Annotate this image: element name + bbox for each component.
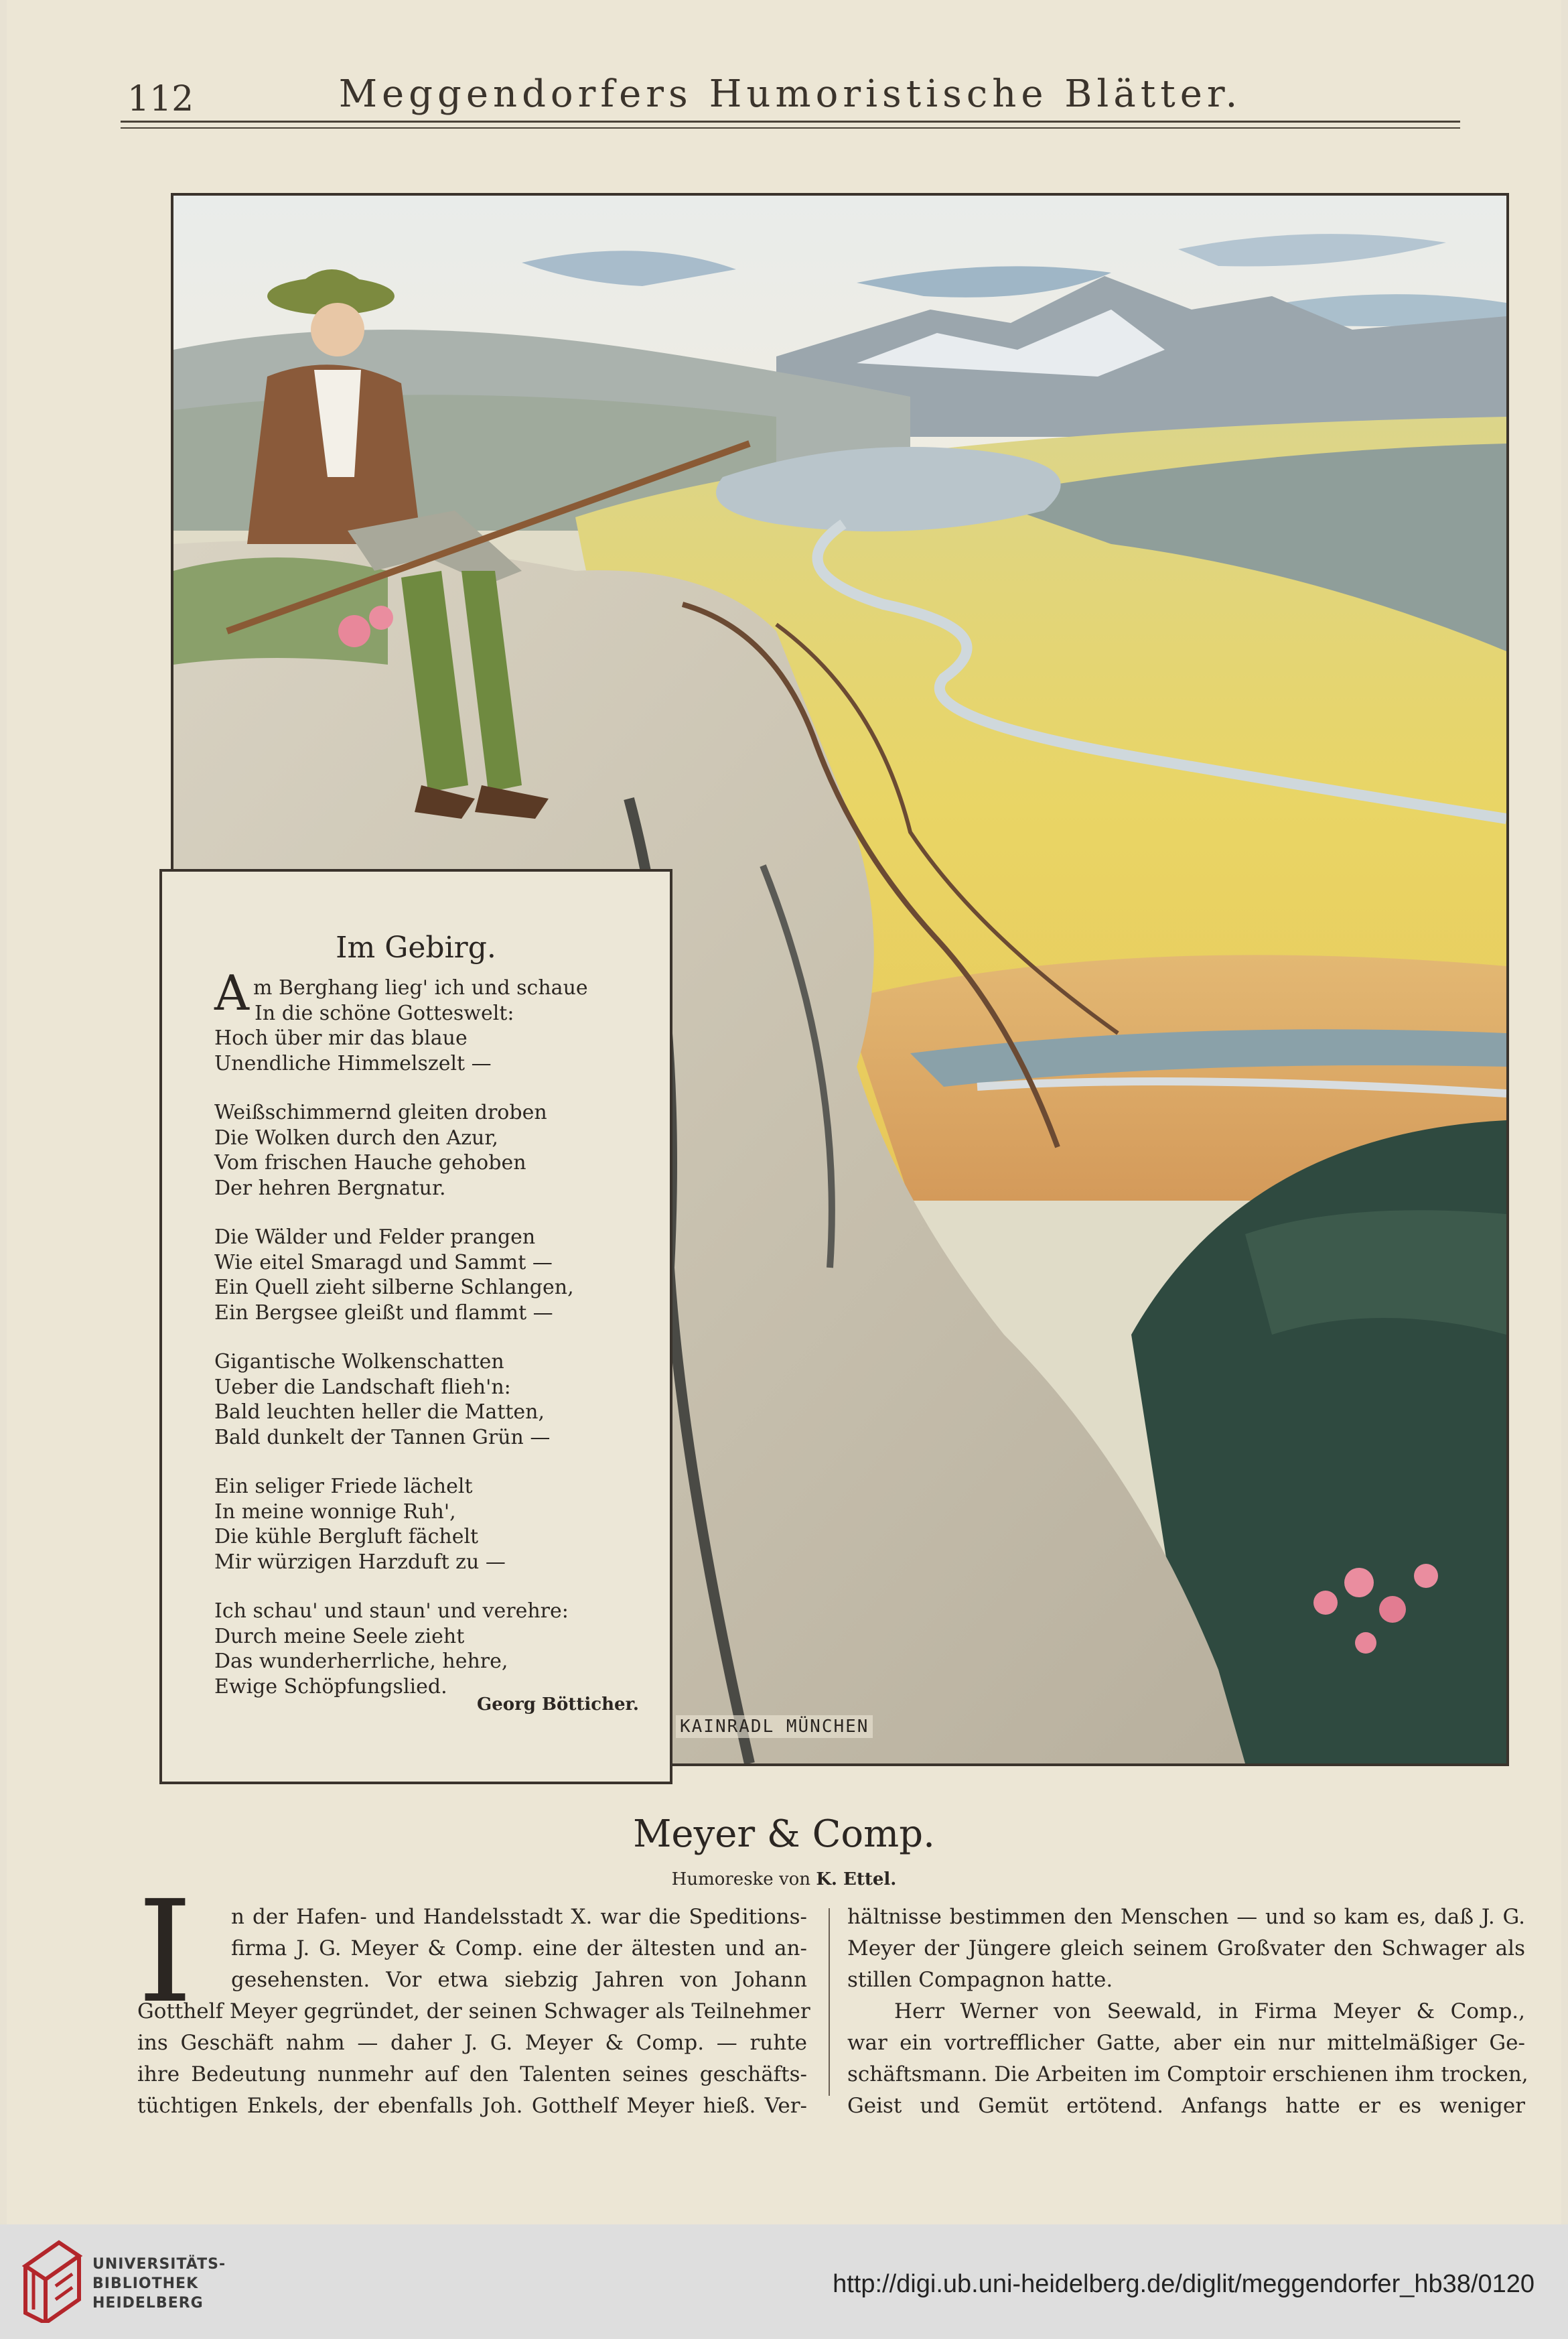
story-line: schäftsmann. Die Arbeiten im Comptoir erschienen ihm trocken, <box>847 2062 1528 2086</box>
artist-signature: KAINRADL MÜNCHEN <box>676 1715 873 1738</box>
poem-line: Gigantische Wolkenschatten <box>214 1350 504 1374</box>
story-line: hältnisse bestimmen den Menschen — und so kam es, daß J. G. <box>847 1905 1525 1929</box>
alpine-rose <box>1344 1568 1374 1597</box>
column-divider <box>829 1908 830 2096</box>
poem-line: Die Wolken durch den Azur, <box>214 1126 498 1150</box>
library-name-line: UNIVERSITÄTS- <box>92 2256 226 2273</box>
story-line: stillen Compagnon hatte. <box>847 1968 1113 1992</box>
alpine-rose <box>1313 1591 1338 1615</box>
poem-drop-cap: A <box>214 965 249 1021</box>
story-line: firma J. G. Meyer & Comp. eine der ältesten und an- <box>231 1936 807 1960</box>
story-line: Meyer der Jüngere gleich seinem Großvater den Schwager als <box>847 1936 1525 1960</box>
stanza-gap <box>214 1450 643 1474</box>
story-line: Gotthelf Meyer gegründet, der seinen Schwager als Teilnehmer <box>137 1999 810 2023</box>
poem-line: Der hehren Bergnatur. <box>214 1176 446 1200</box>
story-subtitle: Humoreske von K. Ettel. <box>671 1869 897 1889</box>
poem-line: Durch meine Seele zieht <box>214 1624 465 1648</box>
poem-line: Unendliche Himmelszelt — <box>214 1051 492 1075</box>
story-line: n der Hafen- und Handelsstadt X. war die Speditions- <box>231 1905 807 1929</box>
poem-line: Vom frischen Hauche gehoben <box>214 1151 526 1175</box>
poem-line: Hoch über mir das blaue <box>214 1026 468 1050</box>
poem-line: Ein Bergsee gleißt und flammt — <box>214 1300 553 1325</box>
page-number: 112 <box>127 79 194 119</box>
story-drop-cap: I <box>137 1870 193 2034</box>
poem-line: Bald leuchten heller die Matten, <box>214 1400 545 1424</box>
library-name-line: BIBLIOTHEK <box>92 2275 199 2292</box>
poem-text <box>214 965 643 1699</box>
story-column-right <box>847 1901 1528 2122</box>
poem-author: Georg Bötticher. <box>477 1694 639 1715</box>
library-footer <box>0 2224 1568 2339</box>
poem-line: Ueber die Landschaft flieh'n: <box>214 1375 511 1399</box>
header-rule-bottom <box>121 127 1460 129</box>
poem-line: Wie eitel Smaragd und Sammt — <box>214 1250 553 1274</box>
source-url[interactable]: http://digi.ub.uni-heidelberg.de/diglit/meggendorfer_hb38/0120 <box>833 2270 1535 2298</box>
alpine-rose <box>338 615 370 647</box>
story-line: gesehensten. Vor etwa siebzig Jahren von Johann <box>231 1968 807 1992</box>
story-line: Herr Werner von Seewald, in Firma Meyer & Comp., <box>894 1999 1525 2023</box>
poem-line: Ein seliger Friede lächelt <box>214 1475 473 1498</box>
story-line: ihre Bedeutung nunmehr auf den Talenten seines geschäfts- <box>137 2062 807 2086</box>
story-line: tüchtigen Enkels, der ebenfalls Joh. Gotthelf Meyer hieß. Ver- <box>137 2094 807 2118</box>
running-title: Meggendorfers Humoristische Blätter. <box>338 72 1242 116</box>
page-header <box>121 67 1460 121</box>
poem-line: In die schöne Gotteswelt: <box>255 1001 514 1025</box>
alpine-rose <box>1355 1632 1376 1654</box>
story-title: Meyer & Comp. <box>633 1812 935 1856</box>
poem-line: Die kühle Bergluft fächelt <box>214 1525 479 1548</box>
stanza-gap <box>214 1201 643 1225</box>
poem-line: Ein Quell zieht silberne Schlangen, <box>214 1276 574 1299</box>
alpine-rose <box>1379 1596 1406 1623</box>
poem-box <box>159 869 672 1784</box>
header-rule-top <box>121 121 1460 123</box>
stanza-gap <box>214 1076 643 1100</box>
story-line: Geist und Gemüt ertötend. Anfangs hatte er es weniger <box>847 2094 1525 2118</box>
poem-line: Bald dunkelt der Tannen Grün — <box>214 1425 551 1449</box>
poem-line: Die Wälder und Felder prangen <box>214 1225 536 1249</box>
poem-first-line: Am Berghang lieg' ich und schaue <box>214 965 588 1021</box>
stanza-gap <box>214 1575 643 1599</box>
poem-line: Ewige Schöpfungslied. <box>214 1674 447 1698</box>
alpine-rose <box>369 606 393 630</box>
forest-highlight <box>1245 1210 1506 1335</box>
poem-line: Ich schau' und staun' und verehre: <box>214 1599 569 1623</box>
story-line: war ein vortrefflicher Gatte, aber ein nur mittelmäßiger Ge- <box>847 2031 1525 2055</box>
stanza-gap <box>214 1325 643 1349</box>
library-name-line: HEIDELBERG <box>92 2295 204 2312</box>
library-name <box>92 2255 226 2313</box>
story-line: ins Geschäft nahm — daher J. G. Meyer & Comp. — ruhte <box>137 2031 807 2055</box>
poem-line: Mir würzigen Harzduft zu — <box>214 1550 506 1574</box>
poem-line: In meine wonnige Ruh', <box>214 1499 456 1524</box>
poem-line: Weißschimmernd gleiten droben <box>214 1101 547 1124</box>
alpine-rose <box>1414 1564 1438 1588</box>
library-logo-icon <box>19 2239 86 2323</box>
poem-title: Im Gebirg. <box>336 931 496 965</box>
poem-line: Das wunderherrliche, hehre, <box>214 1650 508 1673</box>
